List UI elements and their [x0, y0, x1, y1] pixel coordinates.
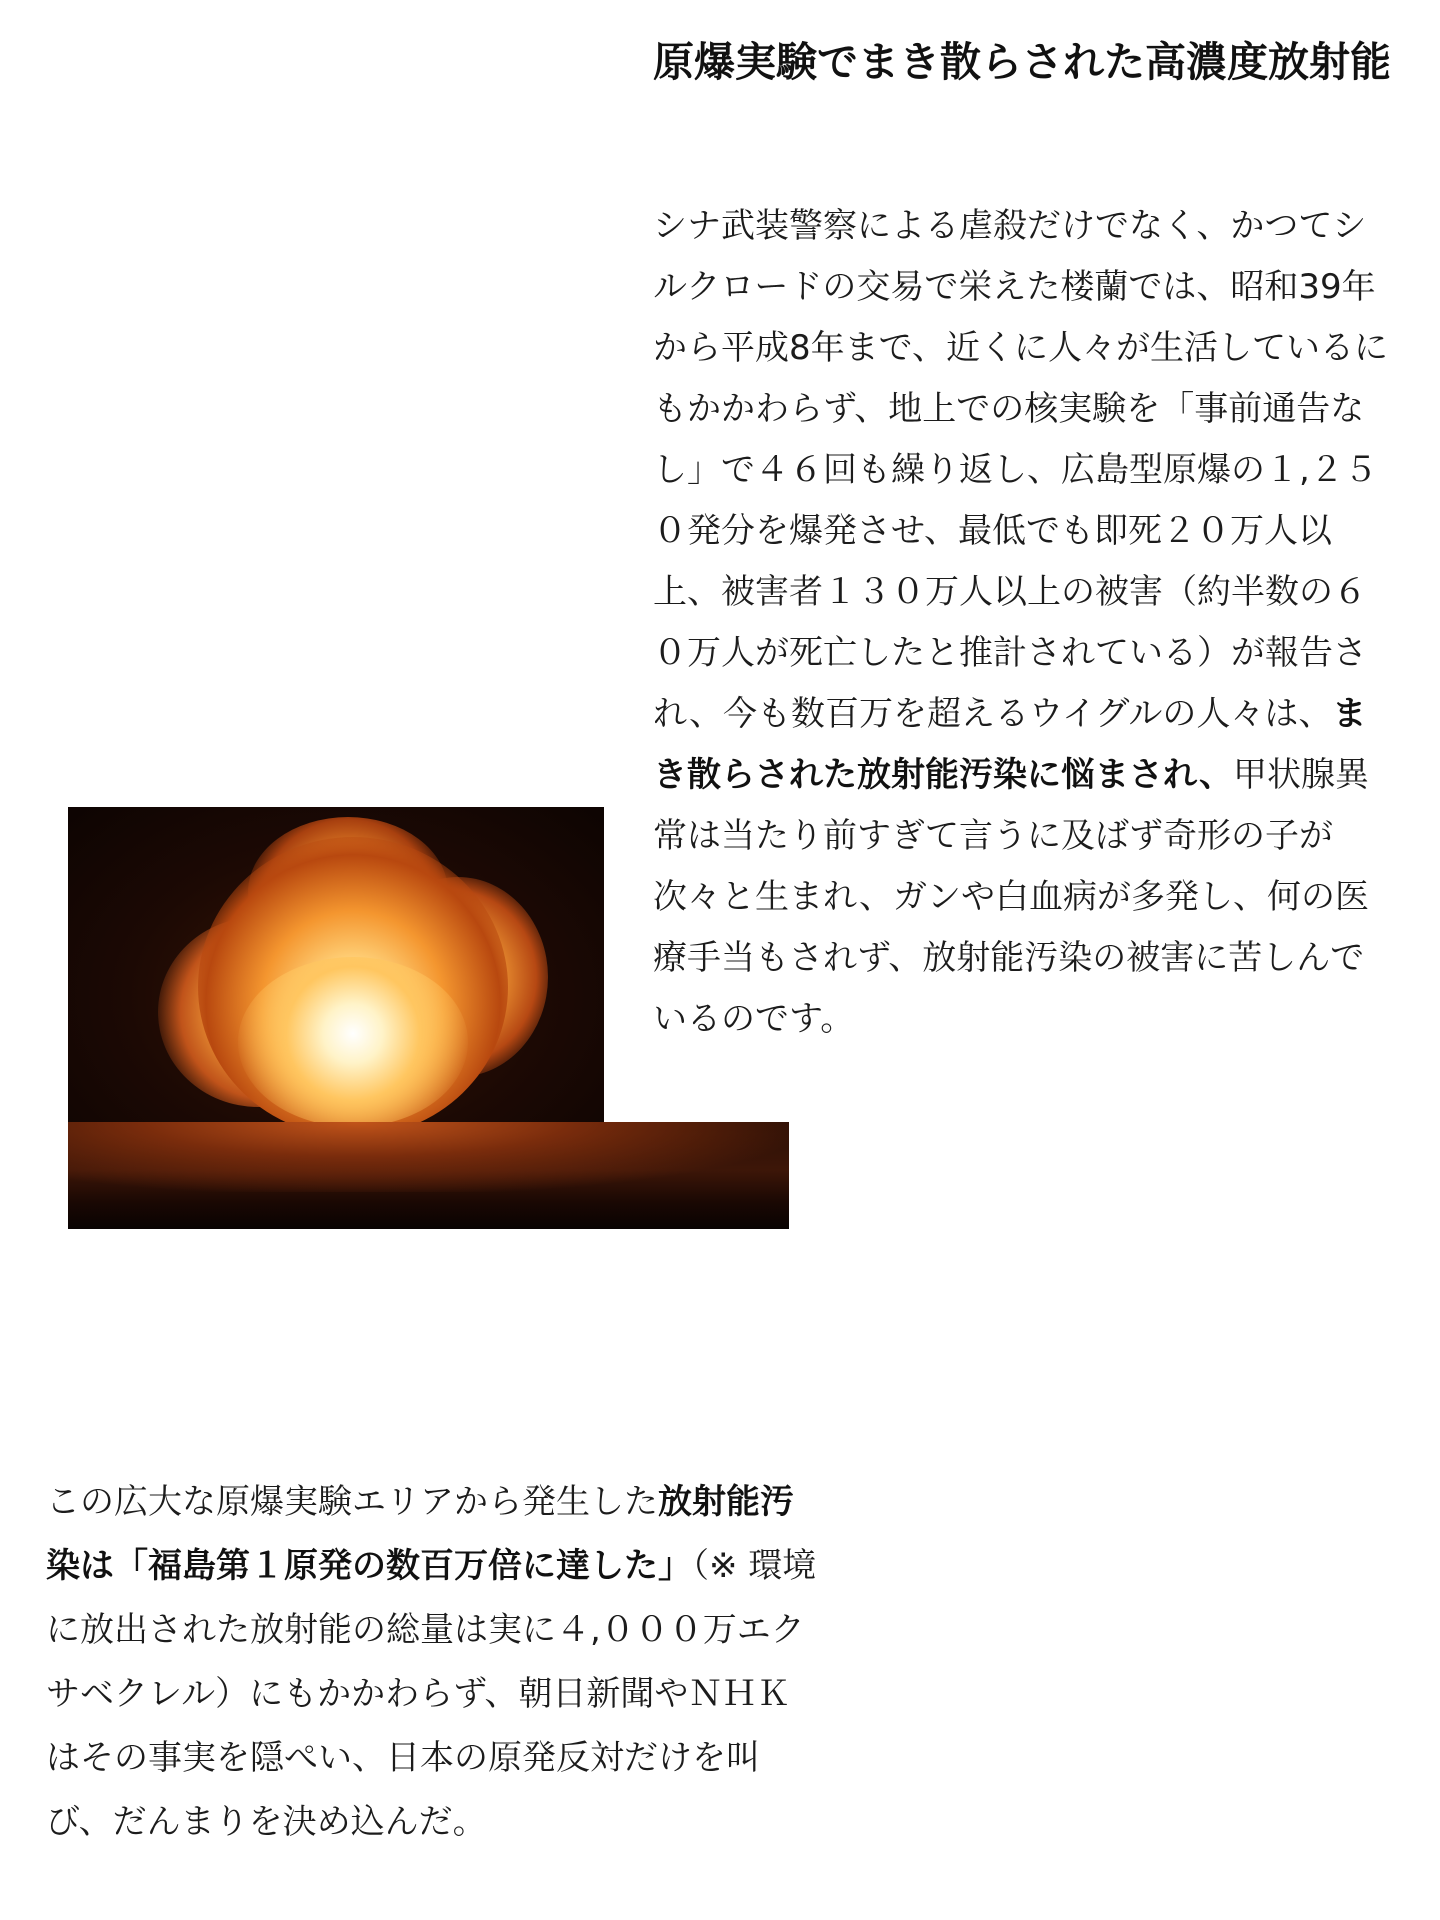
nuclear-explosion-photo-ground — [68, 1122, 789, 1229]
paragraph-2-part-1: この広大な原爆実験エリアから発生した — [46, 1482, 658, 1522]
paragraph-1-part-2: 甲状腺異常は当たり前すぎて言うに及ばず奇形の子が次々と生まれ、ガンや白血病が多発し、何の医療手当もされず、放射能汚染の被害に苦しんでいるのです。 — [653, 755, 1370, 1039]
ground-glow — [68, 1122, 789, 1192]
nuclear-explosion-photo — [68, 807, 604, 1122]
paragraph-2-text — [46, 1470, 821, 1854]
paragraph-2-part-2: （※ 環境に放出された放射能の総量は実に４,０００万エクサベクレル）にもかかわらず、朝日新聞やＮＨＫはその事実を隠ぺい、日本の原発反対だけを叫び、だんまりを決め込んだ。 — [46, 1546, 817, 1842]
fireball-core-glow — [238, 957, 468, 1122]
section-heading: 原爆実験でまき散らされた高濃度放射能 — [653, 38, 1391, 86]
paragraph-2-emphasis: 放射能汚染は「福島第１原発の数百万倍に達した」 — [46, 1482, 794, 1586]
paragraph-1-text — [653, 196, 1398, 1050]
paragraph-1-part-1: シナ武装警察による虐殺だけでなく、かつてシルクロードの交易で栄えた楼蘭では、昭和39年から平成8年まで、近くに人々が生活しているにもかかわらず、地上での核実験を「事前通告なし」で４６回も繰り返し、広島型原爆の１,２５０発分を爆発させ、最低でも即死２０万人以上、被害者１３０万人以上の被害（約半数の６０万人が死亡したと推計されている）が報告され、今も数百万を超えるウイグルの人々は、 — [653, 206, 1388, 734]
article-paragraph-1 — [653, 196, 1398, 1050]
article-paragraph-2 — [46, 1470, 821, 1854]
paragraph-1-emphasis: まき散らされた放射能汚染に悩まされ、 — [653, 694, 1367, 795]
